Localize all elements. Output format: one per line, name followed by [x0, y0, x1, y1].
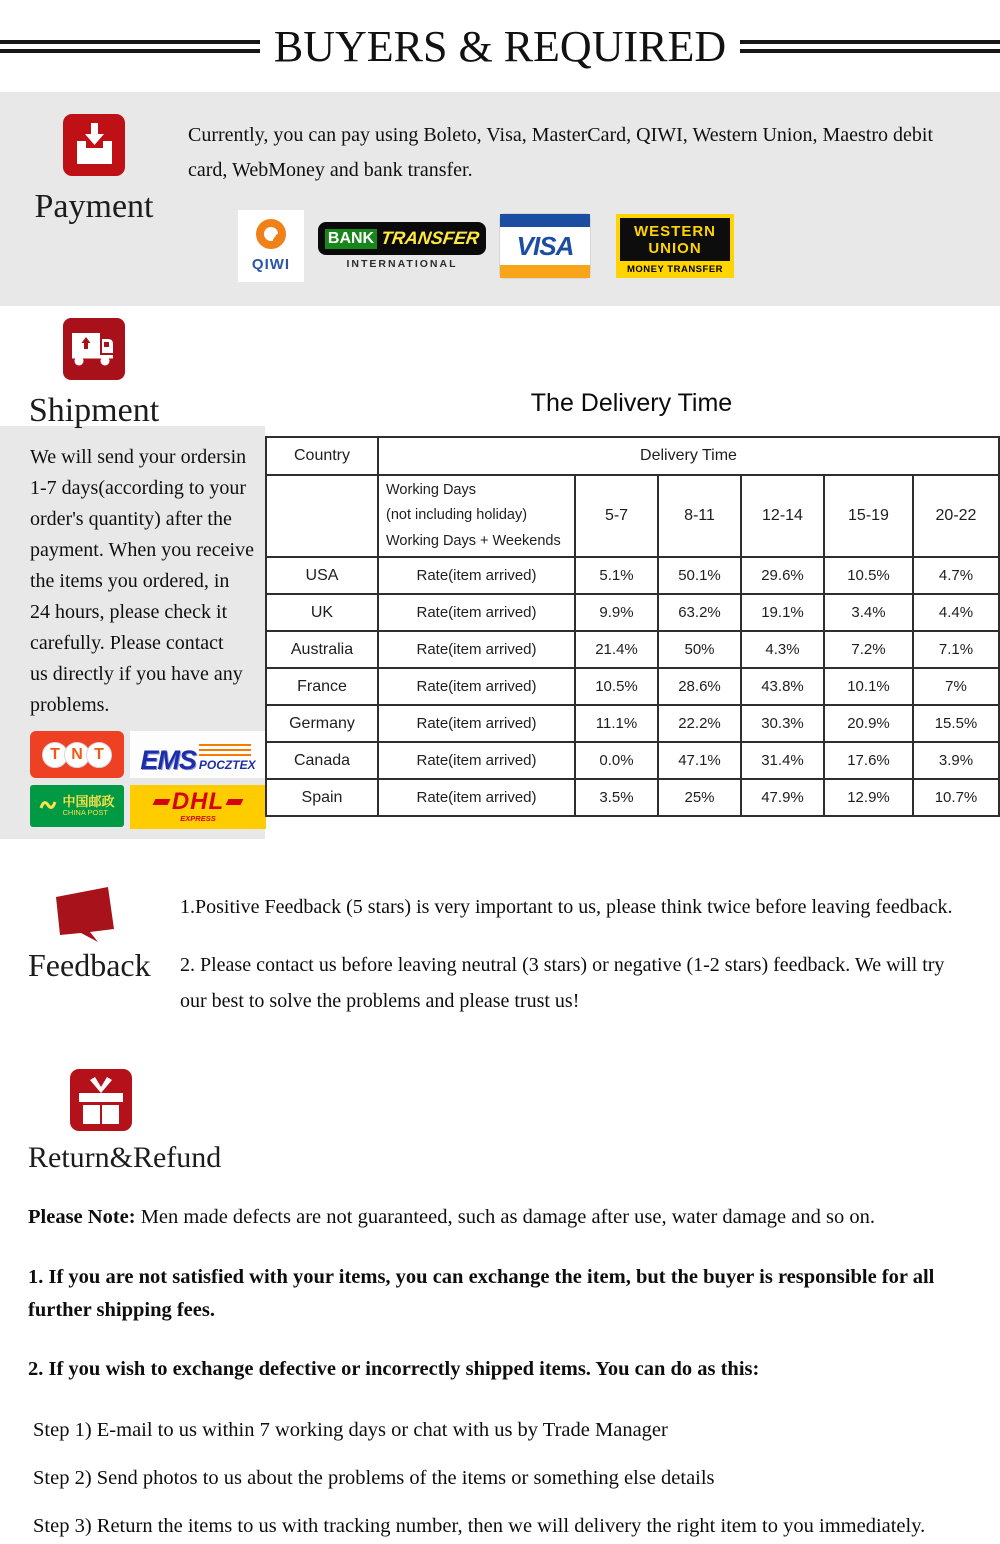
- visa-logo-text: VISA: [516, 230, 574, 261]
- rate-cell: 9.9%: [575, 594, 658, 631]
- country-header-cell: Country: [266, 437, 378, 475]
- rate-cell: 4.7%: [913, 557, 999, 594]
- rate-cell: 22.2%: [658, 705, 741, 742]
- feedback-section: [0, 865, 1000, 1019]
- rate-cell: 31.4%: [741, 742, 824, 779]
- return-refund-section: [0, 1069, 1000, 1175]
- dhl-logo: [130, 785, 266, 829]
- shipment-note-line: order's quantity) after the: [30, 508, 232, 530]
- table-row: [266, 631, 999, 668]
- rate-cell: 3.9%: [913, 742, 999, 779]
- working-days-line2: (not including holiday): [386, 507, 528, 524]
- day-range-cell: 8-11: [658, 475, 741, 557]
- return-refund-label: Return&Refund: [28, 1141, 222, 1174]
- feedback-point-1: 1.Positive Feedback (5 stars) is very important to us, please think twice before leaving feedback.: [180, 896, 953, 918]
- shipment-note-line: the items you ordered, in: [30, 570, 230, 592]
- rate-cell: 7%: [913, 668, 999, 705]
- rate-cell: 10.1%: [824, 668, 913, 705]
- exchange-step-2: Step 2) Send photos to us about the problems of the items or something else details: [33, 1467, 715, 1490]
- china-post-text: [62, 795, 114, 817]
- tnt-letter: N: [64, 742, 90, 768]
- table-header-row: [266, 437, 999, 475]
- carrier-logos: [30, 731, 261, 829]
- bank-transfer-word-international: INTERNATIONAL: [346, 258, 458, 270]
- dhl-logo-text: DHL: [171, 788, 225, 816]
- country-cell: Spain: [266, 779, 378, 816]
- china-post-logo: [30, 785, 124, 827]
- rate-cell: 21.4%: [575, 631, 658, 668]
- delivery-area: [0, 426, 1000, 839]
- shipment-note-line: 1-7 days(according to your: [30, 477, 247, 499]
- western-union-tagline: MONEY TRANSFER: [626, 264, 724, 276]
- rate-cell: 28.6%: [658, 668, 741, 705]
- empty-cell: [266, 475, 378, 557]
- feedback-bubble-icon: [52, 885, 118, 943]
- exchange-policy-2: 2. If you wish to exchange defective or incorrectly shipped items. You can do as this:: [28, 1358, 760, 1381]
- rate-cell: 47.1%: [658, 742, 741, 779]
- exchange-policy-1: 1. If you are not satisfied with your items, you can exchange the item, but the buyer is responsible for all further shipping fees.: [28, 1265, 935, 1321]
- shipment-note-line: carefully. Please contact: [30, 632, 224, 654]
- delivery-table-wrap: [265, 426, 1000, 839]
- rate-label-cell: Rate(item arrived): [378, 742, 575, 779]
- rate-cell: 15.5%: [913, 705, 999, 742]
- shipment-truck-icon: [63, 318, 125, 380]
- working-days-cell: [378, 475, 575, 557]
- china-post-cn: 中国邮政: [62, 794, 115, 810]
- day-range-cell: 5-7: [575, 475, 658, 557]
- day-range-cell: 15-19: [824, 475, 913, 557]
- country-cell: France: [266, 668, 378, 705]
- rate-label-cell: Rate(item arrived): [378, 668, 575, 705]
- gift-icon: [70, 1069, 132, 1131]
- payment-section: [0, 92, 1000, 306]
- rate-label-cell: Rate(item arrived): [378, 594, 575, 631]
- rate-cell: 7.1%: [913, 631, 999, 668]
- ems-pocztex-logo: [130, 731, 266, 778]
- shipment-icon-column: [0, 318, 188, 429]
- table-row: [266, 594, 999, 631]
- shipment-note-line: problems.: [30, 694, 110, 716]
- shipment-note-line: us directly if you have any: [30, 663, 243, 685]
- payment-label: Payment: [34, 188, 154, 225]
- rate-cell: 7.2%: [824, 631, 913, 668]
- header-rule-right: [740, 40, 1000, 53]
- feedback-body: [180, 885, 1000, 1019]
- rate-cell: 30.3%: [741, 705, 824, 742]
- rate-cell: 50.1%: [658, 557, 741, 594]
- table-subheader-row: [266, 475, 999, 557]
- payment-logos: [188, 210, 974, 282]
- ems-logo-text: EMS: [140, 744, 196, 775]
- rate-label-cell: Rate(item arrived): [378, 557, 575, 594]
- please-note-text: Men made defects are not guaranteed, such as damage after use, water damage and so on.: [135, 1206, 875, 1228]
- table-row: [266, 742, 999, 779]
- tnt-letter: T: [86, 742, 112, 768]
- shipment-section-header: [0, 306, 1000, 429]
- feedback-point-2: 2. Please contact us before leaving neutral (3 stars) or negative (1-2 stars) feedback. We will try our best to solve the problems and please trust us!: [180, 954, 945, 1012]
- rate-cell: 43.8%: [741, 668, 824, 705]
- rate-cell: 17.6%: [824, 742, 913, 779]
- shipment-label: Shipment: [28, 392, 160, 429]
- please-note-paragraph: [28, 1201, 972, 1234]
- table-row: [266, 557, 999, 594]
- table-row: [266, 779, 999, 816]
- delivery-time-header-cell: Delivery Time: [378, 437, 999, 475]
- rate-cell: 20.9%: [824, 705, 913, 742]
- bank-transfer-word-transfer: TRANSFER: [379, 228, 481, 248]
- china-post-en: CHINA POST: [62, 808, 108, 818]
- shipment-note-line: payment. When you receive: [30, 539, 254, 561]
- western-union-name: [620, 218, 730, 262]
- payment-icon-column: [0, 114, 188, 282]
- delivery-table: [265, 436, 1000, 817]
- rate-cell: 11.1%: [575, 705, 658, 742]
- tnt-logo: [30, 731, 124, 778]
- rate-cell: 4.4%: [913, 594, 999, 631]
- day-range-cell: 20-22: [913, 475, 999, 557]
- rate-label-cell: Rate(item arrived): [378, 631, 575, 668]
- please-note-label: Please Note:: [28, 1206, 136, 1228]
- rate-cell: 3.4%: [824, 594, 913, 631]
- visa-bottom-stripe: [500, 265, 590, 278]
- western-union-line2: UNION: [648, 240, 702, 257]
- table-row: [266, 705, 999, 742]
- rate-cell: 25%: [658, 779, 741, 816]
- rate-label-cell: Rate(item arrived): [378, 779, 575, 816]
- bank-transfer-logo: [318, 222, 486, 270]
- page-header: [0, 0, 1000, 92]
- china-post-emblem-icon: [39, 797, 57, 815]
- dhl-express-text: EXPRESS: [180, 813, 216, 823]
- page-title: BUYERS & REQUIRED: [273, 21, 727, 71]
- notes-section: [0, 1175, 1000, 1544]
- dhl-dash-icon: [226, 799, 244, 805]
- ems-right-block: [199, 744, 256, 772]
- rate-label-cell: Rate(item arrived): [378, 705, 575, 742]
- rate-cell: 50%: [658, 631, 741, 668]
- rate-cell: 29.6%: [741, 557, 824, 594]
- rate-cell: 10.5%: [824, 557, 913, 594]
- western-union-line1: WESTERN: [634, 222, 716, 240]
- rate-cell: 63.2%: [658, 594, 741, 631]
- visa-top-stripe: [500, 214, 590, 227]
- qiwi-q-icon: [256, 219, 286, 249]
- shipment-note-line: 24 hours, please check it: [30, 601, 228, 623]
- qiwi-logo: [238, 210, 304, 282]
- delivery-time-title: The Delivery Time: [530, 389, 733, 417]
- rate-cell: 19.1%: [741, 594, 824, 631]
- country-cell: Australia: [266, 631, 378, 668]
- payment-description: Currently, you can pay using Boleto, Visa, MasterCard, QIWI, Western Union, Maestro debit card, WebMoney and bank transfer.: [188, 124, 933, 181]
- tnt-letter: T: [42, 742, 68, 768]
- bank-transfer-badge: [318, 222, 486, 255]
- dhl-wordmark: [151, 788, 245, 816]
- bank-transfer-word-bank: BANK: [325, 229, 377, 249]
- rate-cell: 4.3%: [741, 631, 824, 668]
- rate-cell: 5.1%: [575, 557, 658, 594]
- dhl-dash-icon: [152, 799, 170, 805]
- qiwi-logo-text: QIWI: [251, 256, 291, 273]
- shipment-note: [30, 442, 261, 721]
- working-days-line1: Working Days: [386, 481, 476, 498]
- exchange-step-3: Step 3) Return the items to us with tracking number, then we will delivery the right item to you immediately.: [33, 1514, 926, 1537]
- country-cell: Canada: [266, 742, 378, 779]
- country-cell: Germany: [266, 705, 378, 742]
- pocztex-logo-text: POCZTEX: [198, 758, 256, 772]
- payment-body: [188, 114, 1000, 282]
- day-range-cell: 12-14: [741, 475, 824, 557]
- feedback-icon-column: [0, 885, 180, 1019]
- rate-cell: 12.9%: [824, 779, 913, 816]
- western-union-logo: [616, 214, 734, 279]
- rate-cell: 47.9%: [741, 779, 824, 816]
- payment-icon: [63, 114, 125, 176]
- rate-cell: 0.0%: [575, 742, 658, 779]
- country-cell: USA: [266, 557, 378, 594]
- exchange-step-1: Step 1) E-mail to us within 7 working days or chat with us by Trade Manager: [33, 1419, 668, 1442]
- feedback-label: Feedback: [28, 947, 151, 983]
- rate-cell: 3.5%: [575, 779, 658, 816]
- rate-cell: 10.7%: [913, 779, 999, 816]
- working-days-line3: Working Days + Weekends: [386, 532, 561, 549]
- visa-logo: [499, 213, 591, 279]
- table-row: [266, 668, 999, 705]
- shipment-note-panel: [0, 426, 265, 839]
- rate-cell: 10.5%: [575, 668, 658, 705]
- country-cell: UK: [266, 594, 378, 631]
- ems-stripes-icon: [199, 744, 251, 756]
- shipment-note-line: We will send your ordersin: [30, 446, 247, 468]
- header-rule-left: [0, 40, 260, 53]
